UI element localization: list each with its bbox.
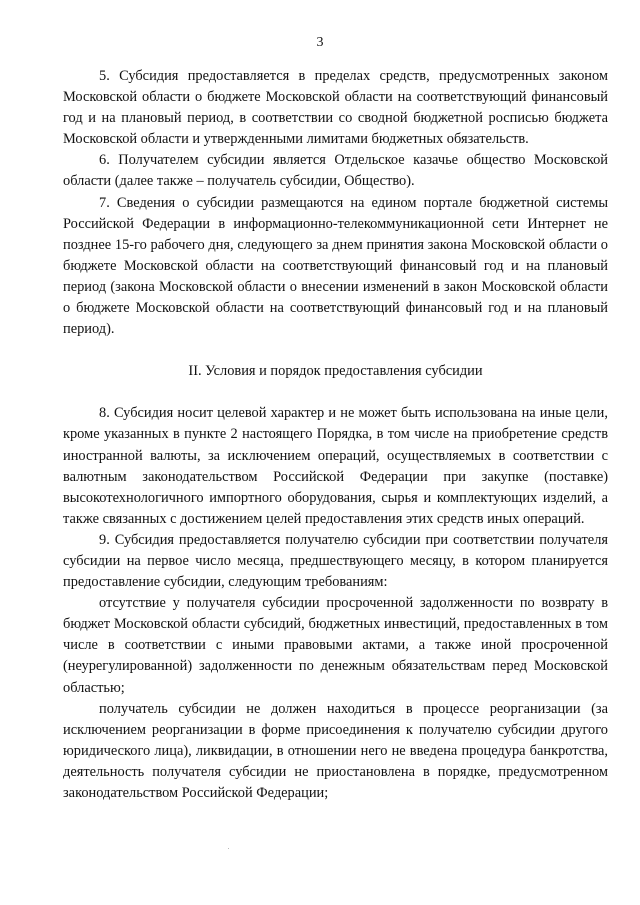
scan-speck bbox=[228, 848, 229, 849]
paragraph-8: 8. Субсидия носит целевой характер и не может быть использована на иные цели, кроме указанных в пункте 2 настоящего Порядка, в том числе на приобретение средств иностранной валюты, за исключением операций, осуществляемых в соответствии с валютным законодательством Российской Федерации при закупке (поставке) высокотехнологичного импортного оборудования, сырья и комплектующих изделий, а также связанных с достижением целей предоставления этих средств иных операций. bbox=[63, 405, 608, 527]
page-number: 3 bbox=[316, 35, 324, 50]
paragraph-7: 7. Сведения о субсидии размещаются на едином портале бюджетной системы Российской Федерации в информационно-телекоммуникационной сети Интернет не позднее 15-го рабочего дня, следующего за днем принятия закона Московской области о бюджете Московской области на соответствующий финансовый год и на плановый период (закона Московской области о внесении изменений в закон Московской области о бюджете Московской области на соответствующий финансовый год и на плановый период). bbox=[63, 194, 608, 338]
section-heading: II. Условия и порядок предоставления субсидии bbox=[188, 363, 483, 380]
document-body bbox=[63, 66, 608, 804]
requirement-no-reorganization: получатель субсидии не должен находиться в процессе реорганизации (за исключением реорганизации в форме присоединения к получателю субсидии другого юридического лица), ликвидации, в отношении него не введена процедура банкротства, деятельность получателя субсидии не приостановлена в порядке, предусмотренном законодательством Российской Федерации; bbox=[63, 700, 608, 801]
paragraph-6: 6. Получателем субсидии является Отдельское казачье общество Московской области (далее также – получатель субсидии, Общество). bbox=[63, 152, 608, 190]
paragraph-5: 5. Субсидия предоставляется в пределах средств, предусмотренных законом Московской области о бюджете Московской области на соответствующий финансовый год и на плановый период, в соответствии со сводной бюджетной росписью бюджета Московской области и утвержденными лимитами бюджетных обязательств. bbox=[63, 68, 608, 148]
paragraph-9: 9. Субсидия предоставляется получателю субсидии при соответствии получателя субсидии на первое число месяца, предшествующего месяцу, в котором планируется предоставление субсидии, следующим требованиям: bbox=[63, 531, 608, 591]
requirement-no-overdue-debt: отсутствие у получателя субсидии просроченной задолженности по возврату в бюджет Московской области субсидий, бюджетных инвестиций, предоставленных в том числе в соответствии с иными правовыми актами, а также иной просроченной (неурегулированной) задолженности по денежным обязательствам перед Московской областью; bbox=[63, 595, 608, 696]
